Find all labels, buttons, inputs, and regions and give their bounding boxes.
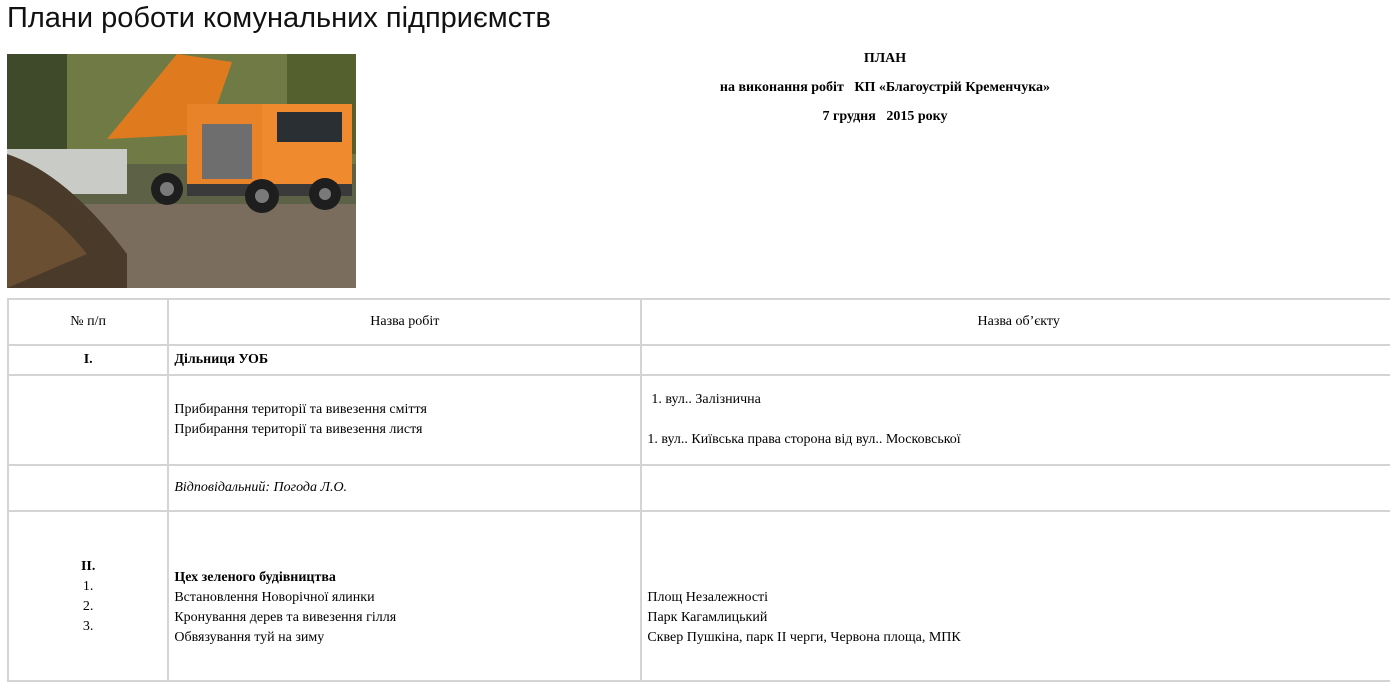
empty-cell <box>8 375 168 465</box>
table-header-row <box>8 299 1390 345</box>
work-cell <box>168 375 641 465</box>
empty-cell <box>641 465 1390 511</box>
object-item: 1. вул.. Залізнична <box>651 392 761 407</box>
page-title: Плани роботи комунальних підприємств <box>7 2 551 34</box>
section-number: ІІ. <box>80 559 96 574</box>
work-item: Обвязування туй на зиму <box>174 630 325 645</box>
object-item: Площ Незалежності <box>647 590 769 605</box>
column-header-number: № п/п <box>8 299 168 345</box>
work-cell <box>168 511 641 681</box>
plan-table <box>7 298 1390 682</box>
number-cell <box>8 511 168 681</box>
work-item: Прибирання території та вивезення сміття <box>174 402 427 417</box>
object-cell <box>641 511 1390 681</box>
section-number: І. <box>8 345 168 375</box>
section-name: Дільниця УОБ <box>168 345 641 375</box>
object-cell <box>641 375 1390 465</box>
column-header-object: Назва об’єкту <box>641 299 1390 345</box>
work-item: Кронування дерев та вивезення гілля <box>174 610 397 625</box>
object-item: Парк Кагамлицький <box>647 610 768 625</box>
empty-cell <box>8 465 168 511</box>
responsible-person: Відповідальний: Погода Л.О. <box>168 465 641 511</box>
work-item: Прибирання території та вивезення листя <box>174 422 423 437</box>
street-sweeper-truck-photo <box>7 54 356 288</box>
table-row <box>8 465 1390 511</box>
object-item: 1. вул.. Київська права сторона від вул.. Московської <box>647 432 961 447</box>
table-row <box>8 345 1390 375</box>
section-name: Цех зеленого будівництва <box>174 570 336 585</box>
work-item: Встановлення Новорічної ялинки <box>174 590 375 605</box>
plan-title: ПЛАН <box>863 51 907 66</box>
empty-cell <box>641 345 1390 375</box>
plan-subtitle: на виконання робіт КП «Благоустрій Кременчука» <box>719 80 1051 95</box>
object-item: Сквер Пушкіна, парк ІІ черги, Червона площа, МПК <box>647 630 961 645</box>
table-row <box>8 375 1390 465</box>
item-number: 1. <box>82 579 94 594</box>
item-number: 2. <box>82 599 94 614</box>
plan-date: 7 грудня 2015 року <box>822 109 948 124</box>
table-row <box>8 511 1390 681</box>
item-number: 3. <box>82 619 94 634</box>
plan-header <box>380 48 1390 135</box>
column-header-work: Назва робіт <box>168 299 641 345</box>
